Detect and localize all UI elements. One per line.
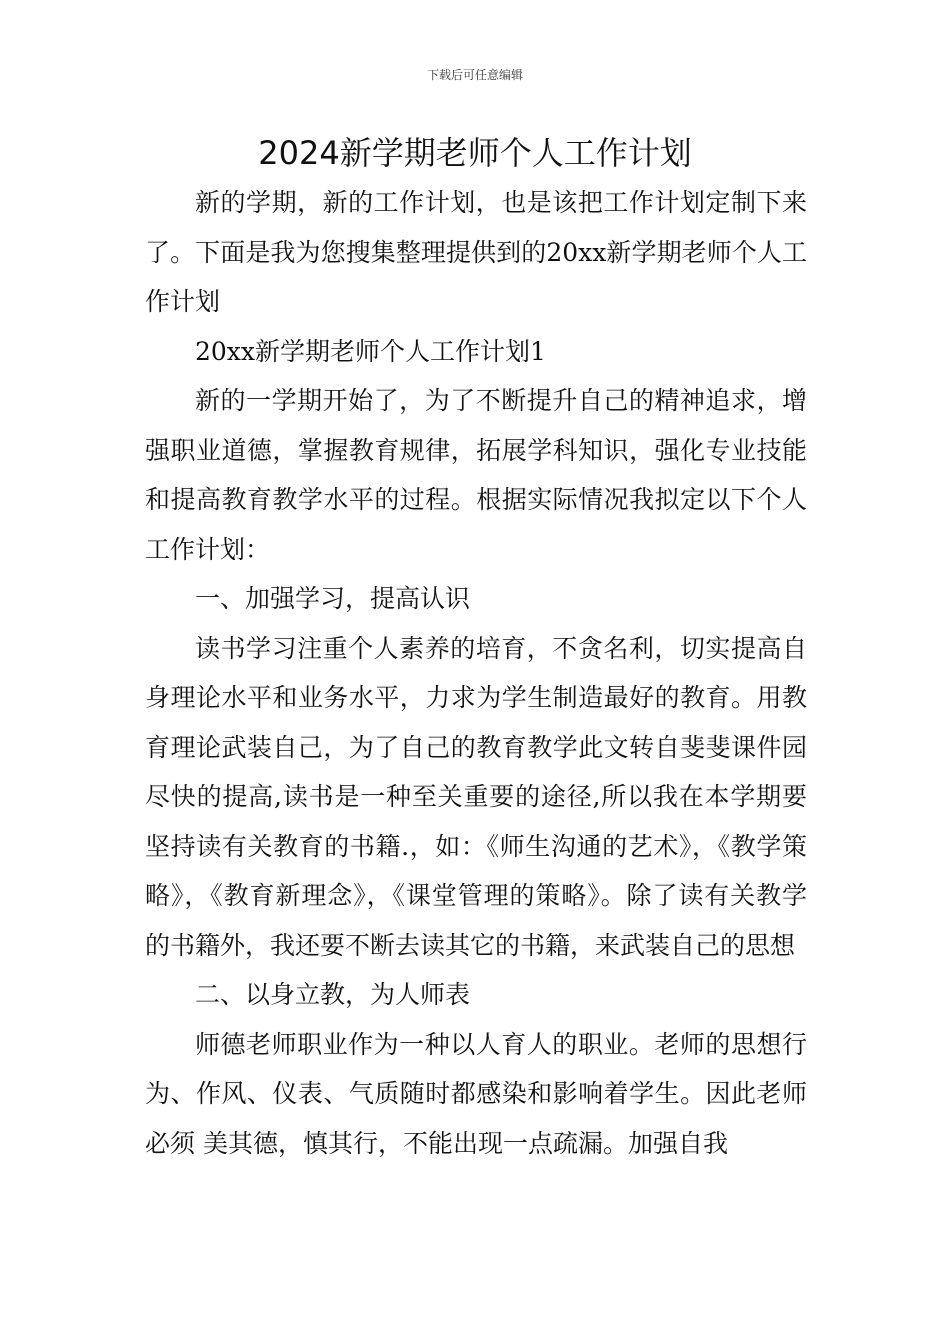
header-note: 下载后可任意编辑 <box>426 68 523 82</box>
paragraph-plan-heading: 20xx新学期老师个人工作计划1 <box>195 336 546 366</box>
section-heading-1: 一、加强学习，提高认识 <box>195 584 471 613</box>
paragraph-intro: 新的学期，新的工作计划，也是该把工作计划定制下来了。下面是我为您搜集整理提供到的20xx新学期老师个人工作计划 <box>145 188 807 316</box>
section-heading-2: 二、以身立教，为人师表 <box>195 980 471 1009</box>
document-body <box>145 178 807 1168</box>
paragraph-reading: 读书学习注重个人素养的培育，不贪名利，切实提高自身理论水平和业务水平，力求为学生制造最好的教育。用教育理论武装自己，为了自己的教育教学此文转自斐斐课件园尽快的提高,读书是一种至关重要的途径,所以我在本学期要坚持读有关教育的书籍.，如：《师生沟通的艺术》，《教学策略》，《教育新理念》，《课堂管理的策略》。除了读有关教学的书籍外，我还要不断去读其它的书籍，来武装自己的思想 <box>145 633 807 960</box>
document-title: 2024新学期老师个人工作计划 <box>258 134 692 172</box>
paragraph-plan-overview: 新的一学期开始了，为了不断提升自己的精神追求，增强职业道德，掌握教育规律，拓展学科知识，强化专业技能和提高教育教学水平的过程。根据实际情况我拟定以下个人工作计划： <box>145 386 807 564</box>
paragraph-ethics: 师德老师职业作为一种以人育人的职业。老师的思想行为、作风、仪表、气质随时都感染和影响着学生。因此老师必须 美其德，慎其行，不能出现一点疏漏。加强自我 <box>145 1029 807 1158</box>
